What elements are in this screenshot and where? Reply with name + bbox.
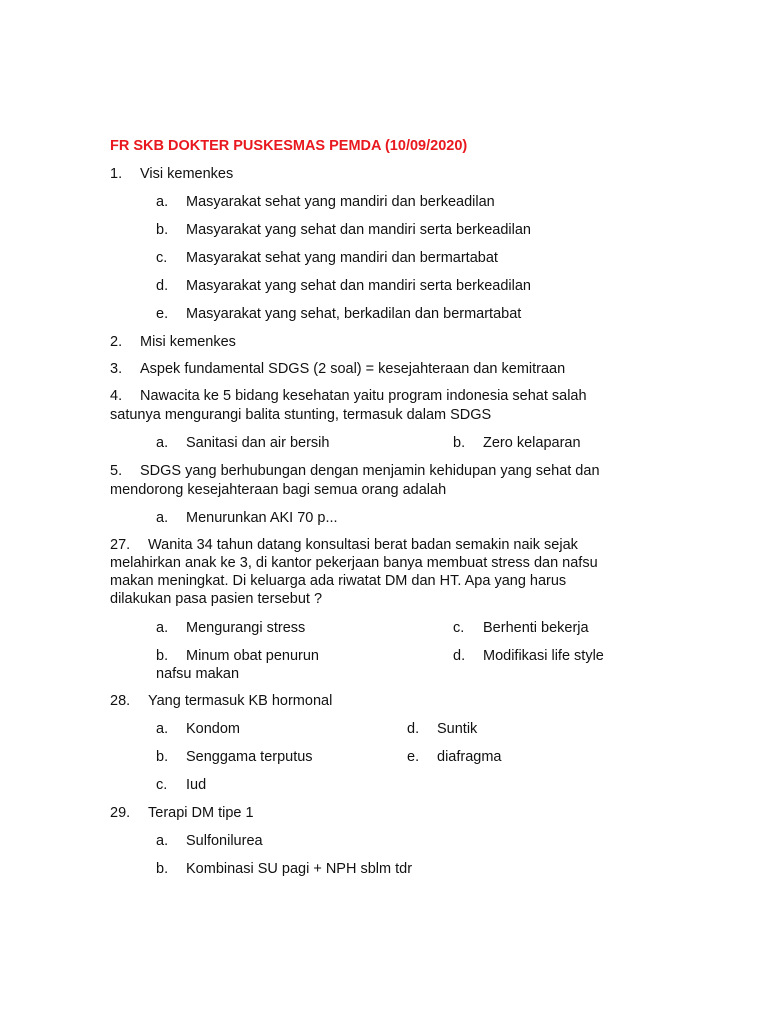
- question-28-text: Yang termasuk KB hormonal: [148, 693, 333, 709]
- q1-option-d-letter: d.: [156, 278, 169, 294]
- question-4-number: 4.: [110, 388, 123, 404]
- question-27-text-line3: makan meningkat. Di keluarga ada riwatat DM dan HT. Apa yang harus: [110, 573, 567, 589]
- q1-option-a-text: Masyarakat sehat yang mandiri dan berkeadilan: [186, 194, 495, 210]
- q28-option-b-letter: b.: [156, 749, 169, 765]
- q5-option-a-text: Menurunkan AKI 70 p...: [186, 510, 338, 526]
- q5-option-a-letter: a.: [156, 510, 169, 526]
- question-4-text-line1: Nawacita ke 5 bidang kesehatan yaitu program indonesia sehat salah: [140, 388, 587, 404]
- q28-option-c-text: Iud: [186, 777, 207, 793]
- q1-option-e-letter: e.: [156, 306, 169, 322]
- q28-option-e-letter: e.: [407, 749, 420, 765]
- question-3-number: 3.: [110, 361, 123, 377]
- q28-option-b-text: Senggama terputus: [186, 749, 313, 765]
- q28-option-c-letter: c.: [156, 777, 168, 793]
- q28-option-a-text: Kondom: [186, 721, 241, 737]
- question-4-text-line2: satunya mengurangi balita stunting, termasuk dalam SDGS: [110, 407, 492, 423]
- question-2-text: Misi kemenkes: [140, 334, 236, 350]
- q29-option-b-letter: b.: [156, 861, 169, 877]
- q1-option-a-letter: a.: [156, 194, 169, 210]
- document-title: FR SKB DOKTER PUSKESMAS PEMDA (10/09/2020): [110, 138, 468, 154]
- question-2-number: 2.: [110, 334, 123, 350]
- question-3-text: Aspek fundamental SDGS (2 soal) = kesejahteraan dan kemitraan: [140, 361, 566, 377]
- question-27-number: 27.: [110, 537, 131, 553]
- q27-option-c-letter: c.: [453, 620, 465, 636]
- question-5-number: 5.: [110, 463, 123, 479]
- q4-option-b-text: Zero kelaparan: [483, 435, 581, 451]
- question-28-number: 28.: [110, 693, 131, 709]
- question-5-text-line1: SDGS yang berhubungan dengan menjamin kehidupan yang sehat dan: [140, 463, 600, 479]
- q27-option-a-letter: a.: [156, 620, 169, 636]
- q1-option-d-text: Masyarakat yang sehat dan mandiri serta berkeadilan: [186, 278, 531, 294]
- question-27-text-line2: melahirkan anak ke 3, di kantor pekerjaan banya membuat stress dan nafsu: [110, 555, 598, 571]
- q28-option-d-text: Suntik: [437, 721, 478, 737]
- question-27-text-line4: dilakukan pasa pasien tersebut ?: [110, 591, 323, 607]
- question-27-text-line1: Wanita 34 tahun datang konsultasi berat badan semakin naik sejak: [148, 537, 578, 553]
- question-29-text: Terapi DM tipe 1: [148, 805, 254, 821]
- q29-option-b-text: Kombinasi SU pagi + NPH sblm tdr: [186, 861, 413, 877]
- q1-option-e-text: Masyarakat yang sehat, berkadilan dan bermartabat: [186, 306, 522, 322]
- q27-option-d-letter: d.: [453, 648, 466, 664]
- q4-option-b-letter: b.: [453, 435, 466, 451]
- q4-option-a-letter: a.: [156, 435, 169, 451]
- q29-option-a-letter: a.: [156, 833, 169, 849]
- q1-option-c-text: Masyarakat sehat yang mandiri dan bermartabat: [186, 250, 498, 266]
- q27-option-c-text: Berhenti bekerja: [483, 620, 589, 636]
- q28-option-a-letter: a.: [156, 721, 169, 737]
- q27-option-b-text: Minum obat penurun: [186, 648, 319, 664]
- q27-option-b-letter: b.: [156, 648, 169, 664]
- q1-option-b-letter: b.: [156, 222, 169, 238]
- q29-option-a-text: Sulfonilurea: [186, 833, 263, 849]
- q28-option-e-text: diafragma: [437, 749, 502, 765]
- q28-option-d-letter: d.: [407, 721, 420, 737]
- question-5-text-line2: mendorong kesejahteraan bagi semua orang adalah: [110, 482, 447, 498]
- q1-option-c-letter: c.: [156, 250, 168, 266]
- question-1-number: 1.: [110, 166, 123, 182]
- q27-option-b-text-line2: nafsu makan: [156, 666, 240, 682]
- q27-option-a-text: Mengurangi stress: [186, 620, 306, 636]
- question-29-number: 29.: [110, 805, 131, 821]
- q4-option-a-text: Sanitasi dan air bersih: [186, 435, 330, 451]
- question-1-text: Visi kemenkes: [140, 166, 234, 182]
- q1-option-b-text: Masyarakat yang sehat dan mandiri serta berkeadilan: [186, 222, 531, 238]
- q27-option-d-text: Modifikasi life style: [483, 648, 604, 664]
